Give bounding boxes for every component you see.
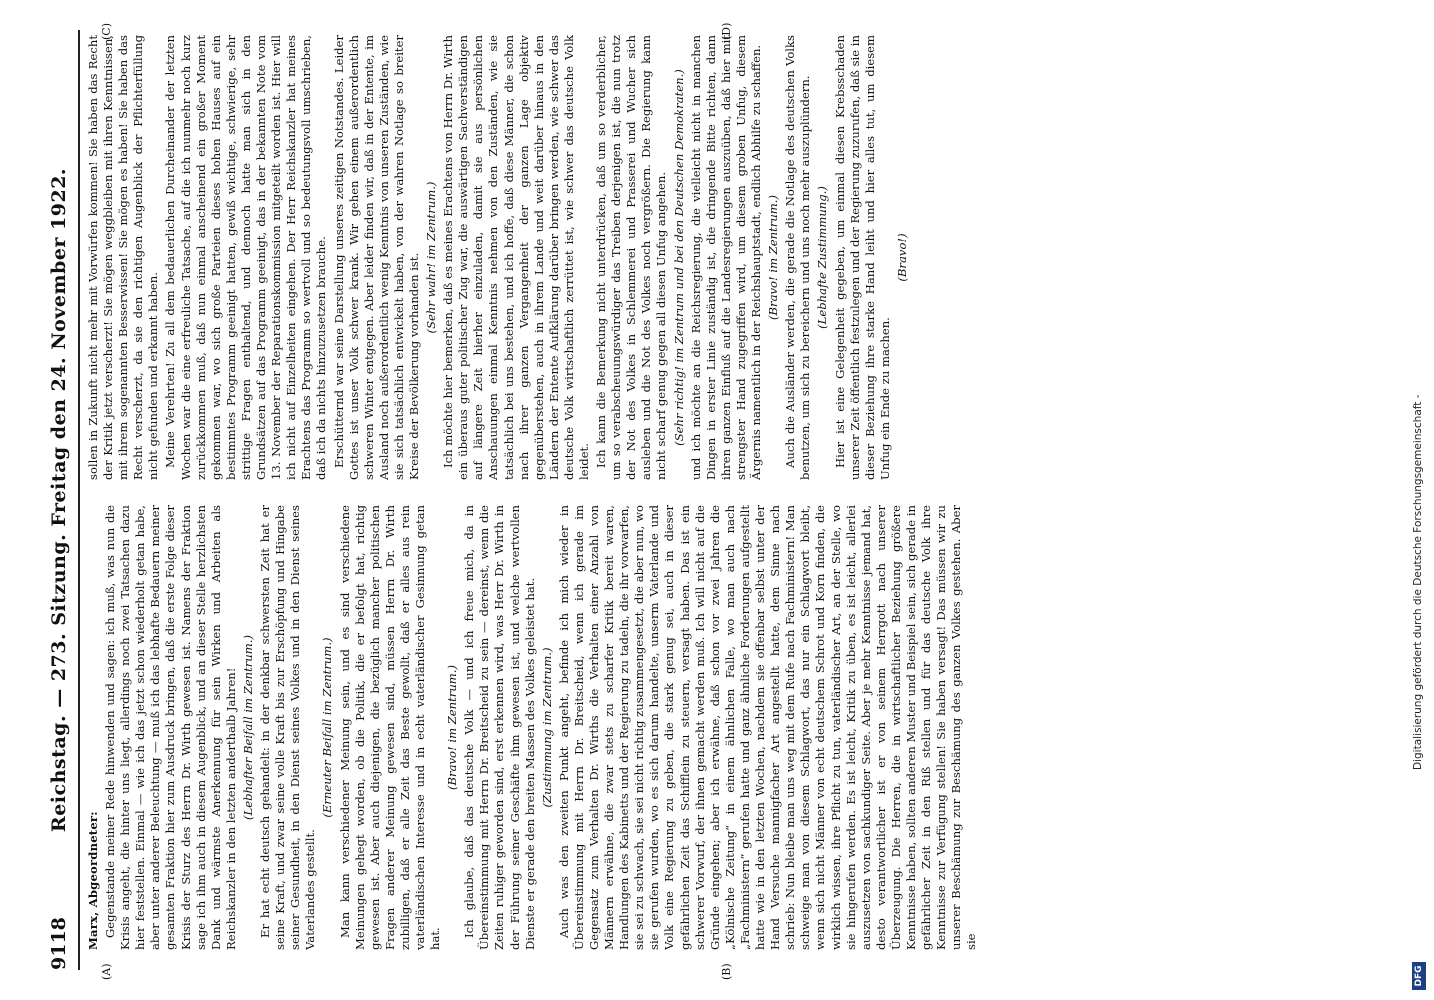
- interjection: (Bravo!): [894, 233, 909, 282]
- left-column: [86, 505, 1346, 950]
- paragraph: Ich möchte hier bemerken, daß es meines Erachtens von Herrn Dr. Wirth ein überaus guter politischer Zug war, die auswärtigen Sachverständigen auf längere Zeit hierher einzuladen, damit sie aus persönlichen Anschauungen einmal Kenntnis nehmen von den Zuständen, wie sie tatsächlich bei uns bestehen, und ich hoffe, daß diese Männer, die schon nach ihrer ganzen Vergangenheit der ganzen Lage objektiv gegenüberstehen, auch in ihrem Lande und weit darüber hinaus in den Ländern der Entente Aufklärung darüber bringen werden, wie schwer das deutsche Volk wirtschaftlich zerrüttet ist, wie schwer das deutsche Volk leidet.: [441, 35, 591, 480]
- paragraph: Ich glaube, daß das deutsche Volk — und ich freue mich, da in Übereinstimmung mit Herrn Dr. Breitscheid zu sein — dereinst, wenn die Zeiten ruhiger geworden sind, erst erkennen wird, was Herr Dr. Wirth in der Führung seiner Geschäfte ihm gewesen ist, und welche wertvollen Dienste er gerade den breiten Massen des Volkes geleistet hat.: [462, 505, 537, 950]
- interjection: (Zustimmung im Zentrum.): [539, 647, 554, 808]
- interjection: (Lebhafte Zustimmung.): [815, 186, 830, 329]
- digitization-credit: Digitalisierung gefördert durch die Deutsche Forschungsgemeinschaft -: [1412, 394, 1424, 770]
- paragraph: Meine Verehrten! Zu all dem bedauerlichen Durcheinander der letzten Wochen war die eine erfreuliche Tatsache, auf die ich nunmehr noch kurz zurückkommen muß, daß nun einmal anscheinend ein großer Moment gekommen war, wo sich große Parteien dieses hohen Hauses auf ein bestimmtes Programm geeinigt hatten, gewiß wichtige, schwierige, sehr strittige Fragen enthaltend, und dennoch hatte man sich in den Grundsätzen auf das Programm geeinigt, das in der bekannten Note vom 13. November der Reparationskommission mitgeteilt worden ist. Hier will ich nicht auf Einzelheiten eingehen. Der Herr Reichskanzler hat meines Erachtens das Programm so wertvoll und so bedeutungsvoll umschrieben, daß ich da nichts hinzuzusetzen brauche.: [163, 35, 329, 480]
- dfg-logo: DFG: [1412, 962, 1426, 990]
- paragraph: Man kann verschiedener Meinung sein, und es sind verschiedene Meinungen gehegt worden, ob die Politik, die er befolgt hat, richtig gewesen ist. Aber auch diejenigen, die bezüglich mancher politischen Fragen anderer Meinung gewesen sind, müssen Herrn Dr. Wirth zubilligen, daß er alle Zeit das Beste gewollt, daß er alles aus rein vaterländischen Interesse und in echt vaterländischer Gesinnung getan hat.: [337, 505, 443, 950]
- interjection: (Bravo! im Zentrum.): [766, 195, 781, 321]
- margin-marker-b: (B): [720, 963, 733, 980]
- page-title: Reichstag. — 273. Sitzung. Freitag den 24. November 1922.: [48, 167, 70, 833]
- paragraph: und ich möchte an die Reichsregierung, die vielleicht nicht in manchen Dingen in erster Linie zuständig ist, die dringende Bitte richten, dann ihren ganzen Einfluß auf die Landesregierungen auszuüben, daß hier mit strengster Hand zugegriffen wird, um diesem groben Unfug, diesem Ärgernis namentlich in der Reichshauptstadt, endlich Abhilfe zu schaffen.: [688, 35, 764, 480]
- speaker-label: Marx, Abgeordneter:: [86, 811, 100, 950]
- paragraph: Ich kann die Bemerkung nicht unterdrücken, daß um so verderblicher, um so verabscheuungswürdiger das Treiben derjenigen ist, die nun trotz der Not des Volkes in Schlemmerei und Prasserei und Wucher sich ausleben und die Not des Volkes noch vergrößern. Die Regierung kann nicht scharf genug gegen all diesen Unfug angehen.: [594, 35, 669, 480]
- page-header: [48, 30, 76, 970]
- right-column: [86, 35, 1346, 480]
- paragraph: Auch die Ausländer werden, die gerade die Notlage des deutschen Volks benutzen, um sich zu bereichern und uns noch mehr auszuplündern.: [783, 35, 813, 480]
- paragraph: Auch was den zweiten Punkt angeht, befinde ich mich wieder in Übereinstimmung mit Herrn Dr. Breitscheid, wenn ich gerade im Gegensatz zum Verhalten Dr. Wirths die Verhalten einer Anzahl von Männern erwähne, die zwar stets zu scharfer Kritik bereit waren, Handlungen des Kabinetts und der Regierung zu tadeln, die ihr vorwarfen, sie sei zu schwach, sie sei nicht richtig zusammengesetzt, die aber nun, wo sie gerufen wurden, wo es sich darum handelte, unserm Vaterlande und Volk eine Regierung zu geben, die stark genug sei, auch in dieser gefährlichen Zeit das Schifflein zu steuern, versagt haben. Das ist ein schwerer Vorwurf, der ihnen gemacht werden muß. Ich will nicht auf die Gründe eingehen; aber ich erwähne, daß schon vor zwei Jahren die „Kölnische Zeitung“ in einem ähnlichen Falle, wo man auch nach „Fachministern“ gerufen hatte und ganz ähnliche Forderungen aufgestellt hatte wie in den letzten Wochen, nachdem sie offenbar selbst unter der Hand Versuche mannigfacher Art angestellt hatte, dem Sinne nach schrieb: Nun bleibe man uns weg mit dem Rufe nach Fachministern! Man schweige man von diesem Schlagwort, das nur ein Schlagwort bleibt, wenn sich nicht Männer von echt deutschem Schrot und Korn finden, die wirklich wissen, ihre Pflicht zu tun, vaterländischer Art, an der Stelle, wo sie hingerufen werden. Es ist leicht, Kritik zu üben, es ist leicht, allerlei auszusetzen von sachkundiger Seite. Aber je mehr Kenntnisse jemand hat, desto verantwortlicher ist er von seinem Herrgott nach unserer Überzeugung. Die Herren, die in wirtschaftlicher Beziehung größere Kenntnisse haben, sollten anderen Muster und Beispiel sein, sich gerade in gefährlicher Zeit in den Riß stellen und für das deutsche Volk ihre Kenntnisse zur Verfügung stellen! Sie haben versagt! Das müssen wir zu unserer Beschämung zur Beschämung des ganzen Volkes gestehen. Aber sie: [556, 505, 979, 950]
- paragraph: Erschütternd war seine Darstellung unseres zeitigen Notstandes. Leider Gottes ist unser Volk schwer krank. Wir gehen einem außerordentlich schweren Winter entgegen. Aber leider finden wir, daß in der Entente, im Ausland noch außerordentlich wenig Kenntnis von unseren Zuständen, wie sie sich tatsächlich entwickelt haben, von der wahren Notlage so breiter Kreise der Bevölkerung vorhanden ist.: [331, 35, 421, 480]
- margin-marker-a: (A): [100, 963, 113, 980]
- header-rule: [78, 30, 80, 970]
- paragraph: Gegenstande meiner Rede hinwenden und sagen: ich muß, was nun die Krisis angeht, die hinter uns liegt, allerdings noch zwei Tatsachen dazu hier feststellen. Einmal — wie ich das jetzt schon wiederholt getan habe, aber unter anderer Beleuchtung — muß ich das lebhafte Bedauern meiner gesamten Fraktion hier zum Ausdruck bringen, daß die erste Folge dieser Krisis der Sturz des Herrn Dr. Wirth gewesen ist. Namens der Fraktion sage ich ihm auch in diesem Augenblick, und an dieser Stelle herzlichsten Dank und wärmste Anerkennung für sein Wirken und Arbeiten als Reichskanzler in den letzten anderthalb Jahren!: [103, 505, 238, 950]
- interjection: (Sehr richtig! im Zentrum und bei den Deutschen Demokraten.): [671, 69, 686, 446]
- page-number: 9118: [48, 917, 70, 970]
- paragraph: Hier ist eine Gelegenheit gegeben, um einmal diesen Krebsschaden unserer Zeit öffentlich festzulegen und der Regierung zuzurufen, daß sie in dieser Beziehung ihre starke Hand leiht und hier alles tut, um diesem Unfug ein Ende zu machen.: [832, 35, 892, 480]
- interjection: (Sehr wahr! im Zentrum.): [424, 181, 439, 334]
- paragraph: sollen in Zukunft nicht mehr mit Vorwürfen kommen! Sie haben das Recht der Kritik jetzt verscherzt! Sie mögen weggbleiben mit ihren Kenntnissen, mit ihrem sogenannten Besserwissen! Sie mögen es haben! Sie haben das Recht verscherzt, da sie den richtigen Augenblick der Pflichterfüllung nicht gefunden und erkannt haben.: [86, 35, 161, 480]
- margin-marker-c: (C): [100, 23, 113, 40]
- interjection: (Bravo! im Zentrum.): [445, 665, 460, 791]
- paragraph: Er hat echt deutsch gehandelt: in der denkbar schwersten Zeit hat er seine Kraft, und zwar seine volle Kraft bis zur Erschöpfung und Hingabe seiner Gesundheit, in den Dienst seines Volkes und in den Dienst seines Vaterlandes gestellt.: [258, 505, 318, 950]
- margin-marker-d: (D): [720, 22, 733, 40]
- interjection: (Erneuter Beifall im Zentrum.): [320, 637, 335, 818]
- interjection: (Lebhafter Beifall im Zentrum.): [240, 635, 255, 820]
